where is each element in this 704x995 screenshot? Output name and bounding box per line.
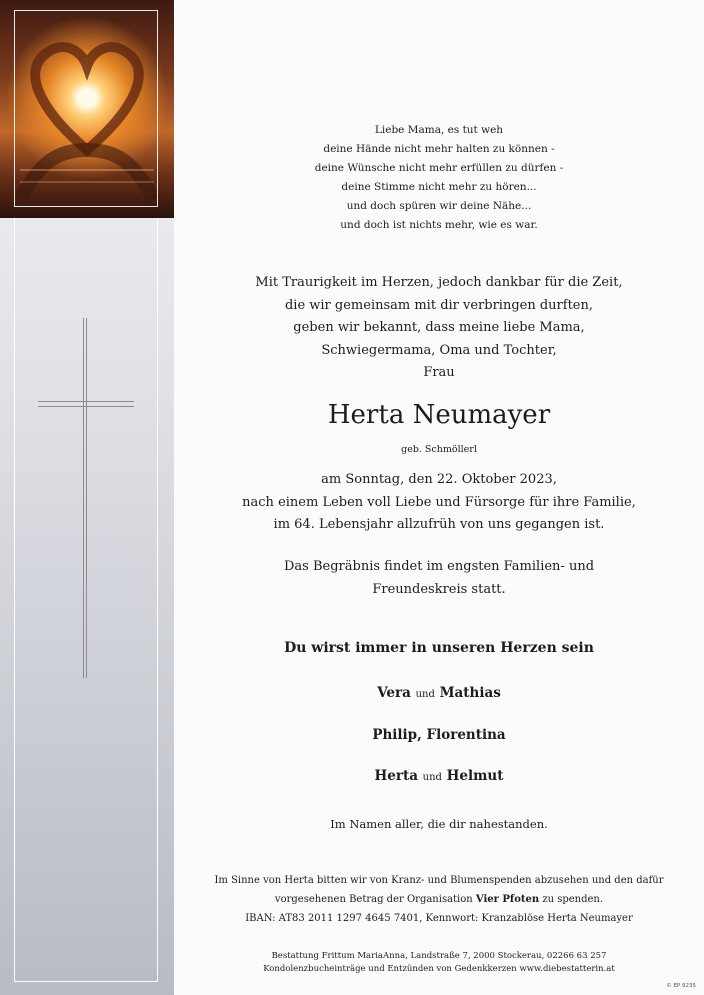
donation-post: zu spenden. — [539, 894, 604, 905]
cross-icon-horizontal — [38, 401, 134, 407]
poem — [174, 121, 704, 235]
footer-line: Kondolenzbucheinträge und Entzünden von Gedenkkerzen www.diebestatterin.at — [263, 964, 615, 974]
mourner-first: Vera — [377, 685, 411, 701]
announcement-line: die wir gemeinsam mit dir verbringen durften, — [284, 297, 594, 313]
mourner-second: Helmut — [446, 768, 504, 784]
poem-line: und doch ist nichts mehr, wie es war. — [340, 219, 538, 231]
funeral-notice — [174, 556, 704, 601]
funeral-line: Freundeskreis statt. — [372, 581, 506, 597]
death-line: nach einem Leben voll Liebe und Fürsorge für ihre Familie, — [242, 494, 636, 510]
announcement — [174, 272, 704, 385]
announcement-line: Mit Traurigkeit im Herzen, jedoch dankbar für die Zeit, — [255, 275, 623, 290]
donation-line: Im Sinne von Herta bitten wir von Kranz- und Blumenspenden abzusehen und den dafür — [214, 875, 664, 886]
photo-frame — [14, 10, 158, 207]
mourner-line — [174, 685, 704, 701]
mourner-joiner: und — [415, 689, 435, 700]
announcement-line: Schwiegermama, Oma und Tochter, — [321, 342, 557, 358]
poem-line: deine Hände nicht mehr halten zu können - — [323, 143, 555, 155]
announcement-line: Frau — [423, 365, 455, 380]
mourner-line — [174, 768, 704, 784]
poem-line: deine Stimme nicht mehr zu hören... — [341, 181, 537, 193]
poem-line: deine Wünsche nicht mehr erfüllen zu dürfen - — [314, 162, 564, 174]
deceased-name: Herta Neumayer — [327, 400, 551, 430]
funeral-home-footer — [174, 950, 704, 976]
donation-request — [174, 871, 704, 928]
death-line: im 64. Lebensjahr allzufrüh von uns gegangen ist. — [273, 517, 605, 532]
iban-line: IBAN: AT83 2011 1297 4645 7401, Kennwort: Kranzablöse Herta Neumayer — [245, 913, 633, 924]
mourner-second: Mathias — [439, 685, 501, 701]
death-notice — [174, 469, 704, 537]
closing-line: Im Namen aller, die dir nahestanden. — [330, 817, 548, 831]
donation-organization: Vier Pfoten — [475, 894, 540, 905]
mourner-first: Herta — [374, 768, 418, 784]
sidebar-panel — [0, 0, 174, 995]
mourner-first: Philip, Florentina — [372, 727, 506, 743]
funeral-line: Das Begräbnis findet im engsten Familien- und — [283, 559, 595, 574]
donation-line — [174, 890, 704, 909]
donation-pre: vorgesehenen Betrag der Organisation — [274, 894, 476, 905]
death-line: am Sonntag, den 22. Oktober 2023, — [321, 472, 557, 487]
announcement-line: geben wir bekannt, dass meine liebe Mama, — [293, 320, 585, 335]
motto: Du wirst immer in unseren Herzen sein — [284, 640, 594, 656]
heart-hands-sunset-photo — [0, 0, 174, 218]
poem-line: und doch spüren wir deine Nähe... — [346, 200, 532, 212]
copyright-mark: © EP 9235 — [666, 983, 696, 989]
mourner-line — [174, 727, 704, 743]
footer-line: Bestattung Frittum MariaAnna, Landstraße 7, 2000 Stockerau, 02266 63 257 — [271, 951, 607, 961]
obituary-content — [174, 0, 704, 995]
mourner-joiner: und — [422, 772, 442, 783]
cross-icon-vertical — [83, 318, 87, 678]
birth-name: geb. Schmöllerl — [401, 444, 477, 455]
poem-line: Liebe Mama, es tut weh — [374, 124, 504, 136]
